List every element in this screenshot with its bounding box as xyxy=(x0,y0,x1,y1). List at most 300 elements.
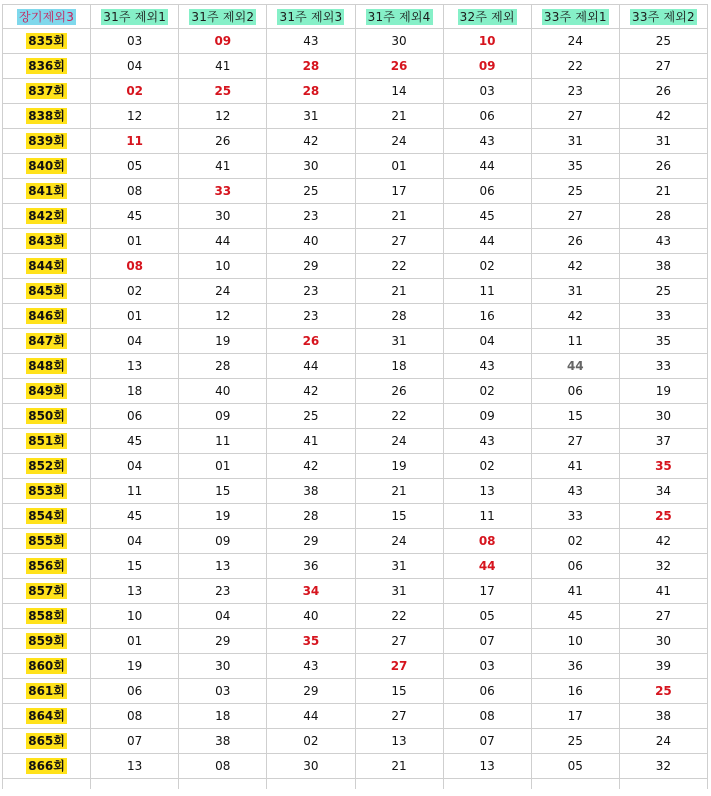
column-header-label: 장기제외3 xyxy=(19,9,75,24)
round-cell xyxy=(3,604,91,629)
number-cell xyxy=(531,579,619,604)
number-value: 15 xyxy=(391,509,407,523)
number-value: 26 xyxy=(215,134,231,148)
number-cell xyxy=(179,179,267,204)
number-value: 26 xyxy=(655,159,672,173)
number-value: 30 xyxy=(303,759,319,773)
number-cell xyxy=(443,254,531,279)
number-value: 06 xyxy=(567,559,583,573)
number-value: 30 xyxy=(303,159,319,173)
number-value: 11 xyxy=(479,509,495,523)
number-cell xyxy=(443,654,531,679)
number-cell xyxy=(179,754,267,779)
number-value: 15 xyxy=(567,409,583,423)
number-cell xyxy=(531,554,619,579)
number-value: 11 xyxy=(479,284,495,298)
number-value: 11 xyxy=(215,434,231,448)
number-cell xyxy=(91,354,179,379)
empty-cell xyxy=(531,779,619,790)
number-value: 13 xyxy=(127,359,143,373)
number-cell xyxy=(355,104,443,129)
number-cell xyxy=(179,404,267,429)
table-row xyxy=(3,154,708,179)
number-cell xyxy=(531,704,619,729)
number-cell xyxy=(355,54,443,79)
number-value: 02 xyxy=(479,259,495,273)
number-cell xyxy=(443,54,531,79)
number-cell xyxy=(179,654,267,679)
round-label: 866회 xyxy=(28,759,65,773)
round-cell xyxy=(3,454,91,479)
number-value: 39 xyxy=(655,659,672,673)
highlighted-number: 27 xyxy=(390,659,408,673)
number-value: 26 xyxy=(391,384,407,398)
number-value: 06 xyxy=(479,184,495,198)
number-cell xyxy=(531,29,619,54)
number-cell xyxy=(267,279,355,304)
empty-cell xyxy=(619,779,707,790)
number-cell xyxy=(91,79,179,104)
number-value: 01 xyxy=(391,159,407,173)
number-cell xyxy=(355,479,443,504)
number-cell xyxy=(267,629,355,654)
number-value: 43 xyxy=(303,659,319,673)
number-cell xyxy=(91,104,179,129)
number-cell xyxy=(355,504,443,529)
number-value: 10 xyxy=(215,259,231,273)
number-value: 30 xyxy=(391,34,407,48)
round-label: 865회 xyxy=(28,734,65,748)
number-value: 24 xyxy=(655,734,672,748)
table-row xyxy=(3,329,708,354)
table-row xyxy=(3,479,708,504)
number-cell xyxy=(619,354,707,379)
round-label: 849회 xyxy=(28,384,65,398)
column-header-label: 31주 제외4 xyxy=(367,9,431,24)
table-row xyxy=(3,654,708,679)
column-header-label: 31주 제외1 xyxy=(103,9,167,24)
column-header xyxy=(443,5,531,29)
column-header-label: 32주 제외 xyxy=(459,9,515,24)
number-value: 44 xyxy=(303,709,319,723)
number-cell xyxy=(267,754,355,779)
number-cell xyxy=(267,654,355,679)
number-cell xyxy=(619,704,707,729)
column-header xyxy=(531,5,619,29)
number-cell xyxy=(355,304,443,329)
number-cell xyxy=(267,704,355,729)
number-cell xyxy=(179,54,267,79)
number-cell xyxy=(619,479,707,504)
round-label: 861회 xyxy=(28,684,65,698)
highlighted-number: 28 xyxy=(302,84,320,98)
number-value: 27 xyxy=(391,234,407,248)
number-cell xyxy=(91,479,179,504)
round-cell xyxy=(3,179,91,204)
number-value: 03 xyxy=(127,34,143,48)
number-value: 18 xyxy=(127,384,143,398)
number-cell xyxy=(179,279,267,304)
number-value: 26 xyxy=(655,84,672,98)
empty-cell xyxy=(91,779,179,790)
number-cell xyxy=(355,529,443,554)
number-value: 41 xyxy=(567,459,583,473)
number-cell xyxy=(443,579,531,604)
number-cell xyxy=(443,104,531,129)
number-cell xyxy=(179,79,267,104)
round-cell xyxy=(3,304,91,329)
number-value: 23 xyxy=(215,584,231,598)
number-value: 30 xyxy=(215,659,231,673)
number-value: 03 xyxy=(479,84,495,98)
number-cell xyxy=(179,454,267,479)
number-value: 17 xyxy=(391,184,407,198)
number-cell xyxy=(355,579,443,604)
number-value: 29 xyxy=(303,684,319,698)
table-row xyxy=(3,404,708,429)
number-value: 32 xyxy=(655,759,672,773)
number-cell xyxy=(91,629,179,654)
number-cell xyxy=(267,529,355,554)
number-cell xyxy=(91,179,179,204)
number-value: 31 xyxy=(391,334,407,348)
highlighted-number: 33 xyxy=(214,184,232,198)
number-value: 09 xyxy=(479,409,495,423)
number-cell xyxy=(443,429,531,454)
round-cell xyxy=(3,429,91,454)
round-label: 843회 xyxy=(28,234,65,248)
number-cell xyxy=(91,429,179,454)
round-cell xyxy=(3,729,91,754)
number-value: 19 xyxy=(127,659,143,673)
number-value: 13 xyxy=(479,759,495,773)
number-cell xyxy=(91,54,179,79)
number-cell xyxy=(179,154,267,179)
table-row xyxy=(3,629,708,654)
round-cell xyxy=(3,704,91,729)
empty-cell xyxy=(3,779,91,790)
number-cell xyxy=(179,354,267,379)
number-value: 43 xyxy=(303,34,319,48)
number-value: 12 xyxy=(215,109,231,123)
number-cell xyxy=(267,154,355,179)
number-cell xyxy=(179,379,267,404)
number-value: 43 xyxy=(567,484,583,498)
number-cell xyxy=(619,629,707,654)
number-value: 31 xyxy=(567,284,583,298)
number-value: 25 xyxy=(567,184,583,198)
number-cell xyxy=(619,554,707,579)
number-value: 02 xyxy=(479,384,495,398)
number-cell xyxy=(355,329,443,354)
number-value: 24 xyxy=(567,34,583,48)
number-cell xyxy=(179,604,267,629)
number-cell xyxy=(531,754,619,779)
table-row xyxy=(3,129,708,154)
highlighted-number: 26 xyxy=(390,59,408,73)
round-cell xyxy=(3,529,91,554)
number-value: 27 xyxy=(655,59,672,73)
number-value: 28 xyxy=(303,509,319,523)
number-cell xyxy=(267,129,355,154)
table-row xyxy=(3,179,708,204)
number-cell xyxy=(443,29,531,54)
round-cell xyxy=(3,129,91,154)
table-row xyxy=(3,679,708,704)
number-value: 13 xyxy=(215,559,231,573)
table-row xyxy=(3,354,708,379)
number-cell xyxy=(531,129,619,154)
number-value: 15 xyxy=(127,559,143,573)
number-value: 04 xyxy=(127,334,143,348)
number-value: 45 xyxy=(567,609,583,623)
number-cell xyxy=(179,329,267,354)
number-cell xyxy=(179,629,267,654)
number-cell xyxy=(619,204,707,229)
number-cell xyxy=(531,679,619,704)
number-cell xyxy=(91,279,179,304)
number-value: 38 xyxy=(215,734,231,748)
number-value: 28 xyxy=(215,359,231,373)
number-cell xyxy=(531,729,619,754)
number-cell xyxy=(531,179,619,204)
number-cell xyxy=(91,29,179,54)
round-label: 851회 xyxy=(28,434,65,448)
number-cell xyxy=(443,354,531,379)
number-value: 19 xyxy=(215,509,231,523)
round-cell xyxy=(3,229,91,254)
number-cell xyxy=(179,679,267,704)
number-cell xyxy=(91,129,179,154)
number-value: 43 xyxy=(479,134,495,148)
round-cell xyxy=(3,104,91,129)
number-cell xyxy=(443,704,531,729)
number-cell xyxy=(619,504,707,529)
number-value: 33 xyxy=(655,309,672,323)
number-cell xyxy=(91,454,179,479)
highlighted-number: 44 xyxy=(566,359,584,373)
number-value: 01 xyxy=(127,234,143,248)
number-cell xyxy=(531,79,619,104)
number-cell xyxy=(443,629,531,654)
highlighted-number: 02 xyxy=(126,84,144,98)
number-cell xyxy=(531,354,619,379)
number-value: 41 xyxy=(655,584,672,598)
round-cell xyxy=(3,404,91,429)
table-body xyxy=(3,29,708,790)
number-value: 14 xyxy=(391,84,407,98)
number-cell xyxy=(619,429,707,454)
round-label: 853회 xyxy=(28,484,65,498)
number-cell xyxy=(267,729,355,754)
round-label: 840회 xyxy=(28,159,65,173)
round-cell xyxy=(3,279,91,304)
number-cell xyxy=(443,404,531,429)
number-cell xyxy=(355,154,443,179)
number-cell xyxy=(179,129,267,154)
number-cell xyxy=(531,379,619,404)
number-cell xyxy=(355,279,443,304)
number-cell xyxy=(355,654,443,679)
number-cell xyxy=(267,404,355,429)
table-row xyxy=(3,504,708,529)
column-header xyxy=(619,5,707,29)
number-cell xyxy=(91,679,179,704)
number-cell xyxy=(619,279,707,304)
number-cell xyxy=(355,729,443,754)
number-cell xyxy=(443,504,531,529)
round-label: 842회 xyxy=(28,209,65,223)
number-value: 25 xyxy=(303,184,319,198)
header-row xyxy=(3,5,708,29)
number-cell xyxy=(619,229,707,254)
number-cell xyxy=(443,479,531,504)
column-header xyxy=(179,5,267,29)
number-value: 19 xyxy=(391,459,407,473)
round-label: 864회 xyxy=(28,709,65,723)
table-row xyxy=(3,229,708,254)
table-row xyxy=(3,754,708,779)
round-label: 845회 xyxy=(28,284,65,298)
highlighted-number: 09 xyxy=(214,34,232,48)
number-value: 06 xyxy=(127,409,143,423)
number-value: 43 xyxy=(479,359,495,373)
number-value: 34 xyxy=(655,484,672,498)
highlighted-number: 25 xyxy=(655,684,672,698)
number-cell xyxy=(355,454,443,479)
number-cell xyxy=(443,729,531,754)
number-cell xyxy=(355,379,443,404)
column-header-label: 33주 제외2 xyxy=(631,9,695,24)
number-value: 17 xyxy=(567,709,583,723)
number-value: 25 xyxy=(655,34,672,48)
highlighted-number: 25 xyxy=(214,84,232,98)
round-label: 850회 xyxy=(28,409,65,423)
number-value: 02 xyxy=(127,284,143,298)
number-cell xyxy=(443,79,531,104)
table-row xyxy=(3,29,708,54)
number-cell xyxy=(443,754,531,779)
number-value: 11 xyxy=(127,484,143,498)
number-cell xyxy=(531,229,619,254)
highlighted-number: 08 xyxy=(478,534,496,548)
lotto-exclusion-table xyxy=(2,4,708,789)
number-value: 32 xyxy=(655,559,672,573)
round-label: 859회 xyxy=(28,634,65,648)
round-label: 836회 xyxy=(28,59,65,73)
number-value: 38 xyxy=(655,259,672,273)
number-value: 22 xyxy=(391,409,407,423)
table-row xyxy=(3,379,708,404)
number-value: 45 xyxy=(127,509,143,523)
number-cell xyxy=(355,429,443,454)
number-value: 42 xyxy=(567,259,583,273)
column-header-label: 31주 제외3 xyxy=(279,9,343,24)
number-cell xyxy=(355,204,443,229)
number-value: 27 xyxy=(391,709,407,723)
number-cell xyxy=(91,154,179,179)
round-cell xyxy=(3,479,91,504)
number-cell xyxy=(91,229,179,254)
number-value: 04 xyxy=(127,534,143,548)
round-label: 848회 xyxy=(28,359,65,373)
number-value: 40 xyxy=(303,609,319,623)
table-row-partial xyxy=(3,779,708,790)
number-value: 30 xyxy=(655,634,672,648)
number-cell xyxy=(443,204,531,229)
round-label: 838회 xyxy=(28,109,65,123)
number-value: 44 xyxy=(479,159,495,173)
round-label: 837회 xyxy=(28,84,65,98)
number-cell xyxy=(91,579,179,604)
number-cell xyxy=(619,104,707,129)
table-row xyxy=(3,279,708,304)
round-cell xyxy=(3,29,91,54)
number-cell xyxy=(91,529,179,554)
round-cell xyxy=(3,354,91,379)
round-cell xyxy=(3,579,91,604)
number-value: 27 xyxy=(567,209,583,223)
number-value: 19 xyxy=(215,334,231,348)
round-label: 844회 xyxy=(28,259,65,273)
number-value: 29 xyxy=(303,259,319,273)
number-value: 07 xyxy=(127,734,143,748)
number-cell xyxy=(531,604,619,629)
number-cell xyxy=(531,204,619,229)
number-cell xyxy=(355,129,443,154)
number-cell xyxy=(531,104,619,129)
number-cell xyxy=(91,379,179,404)
table-row xyxy=(3,454,708,479)
number-value: 44 xyxy=(303,359,319,373)
round-label: 860회 xyxy=(28,659,65,673)
number-cell xyxy=(91,604,179,629)
number-value: 15 xyxy=(391,684,407,698)
number-value: 21 xyxy=(655,184,672,198)
number-value: 42 xyxy=(655,109,672,123)
number-cell xyxy=(355,604,443,629)
empty-cell xyxy=(267,779,355,790)
number-cell xyxy=(91,754,179,779)
number-value: 23 xyxy=(303,209,319,223)
number-cell xyxy=(619,654,707,679)
number-cell xyxy=(531,329,619,354)
column-header xyxy=(355,5,443,29)
highlighted-number: 35 xyxy=(302,634,320,648)
number-cell xyxy=(443,154,531,179)
number-value: 42 xyxy=(303,134,319,148)
table-row xyxy=(3,204,708,229)
number-cell xyxy=(267,54,355,79)
number-cell xyxy=(267,579,355,604)
number-value: 38 xyxy=(303,484,319,498)
number-value: 10 xyxy=(127,609,143,623)
number-value: 42 xyxy=(303,384,319,398)
number-cell xyxy=(355,229,443,254)
number-cell xyxy=(355,754,443,779)
number-value: 42 xyxy=(303,459,319,473)
round-cell xyxy=(3,154,91,179)
number-cell xyxy=(267,554,355,579)
number-value: 22 xyxy=(391,259,407,273)
number-value: 19 xyxy=(655,384,672,398)
table-row xyxy=(3,579,708,604)
number-value: 25 xyxy=(567,734,583,748)
number-cell xyxy=(443,554,531,579)
round-label: 856회 xyxy=(28,559,65,573)
number-cell xyxy=(267,229,355,254)
number-value: 31 xyxy=(567,134,583,148)
